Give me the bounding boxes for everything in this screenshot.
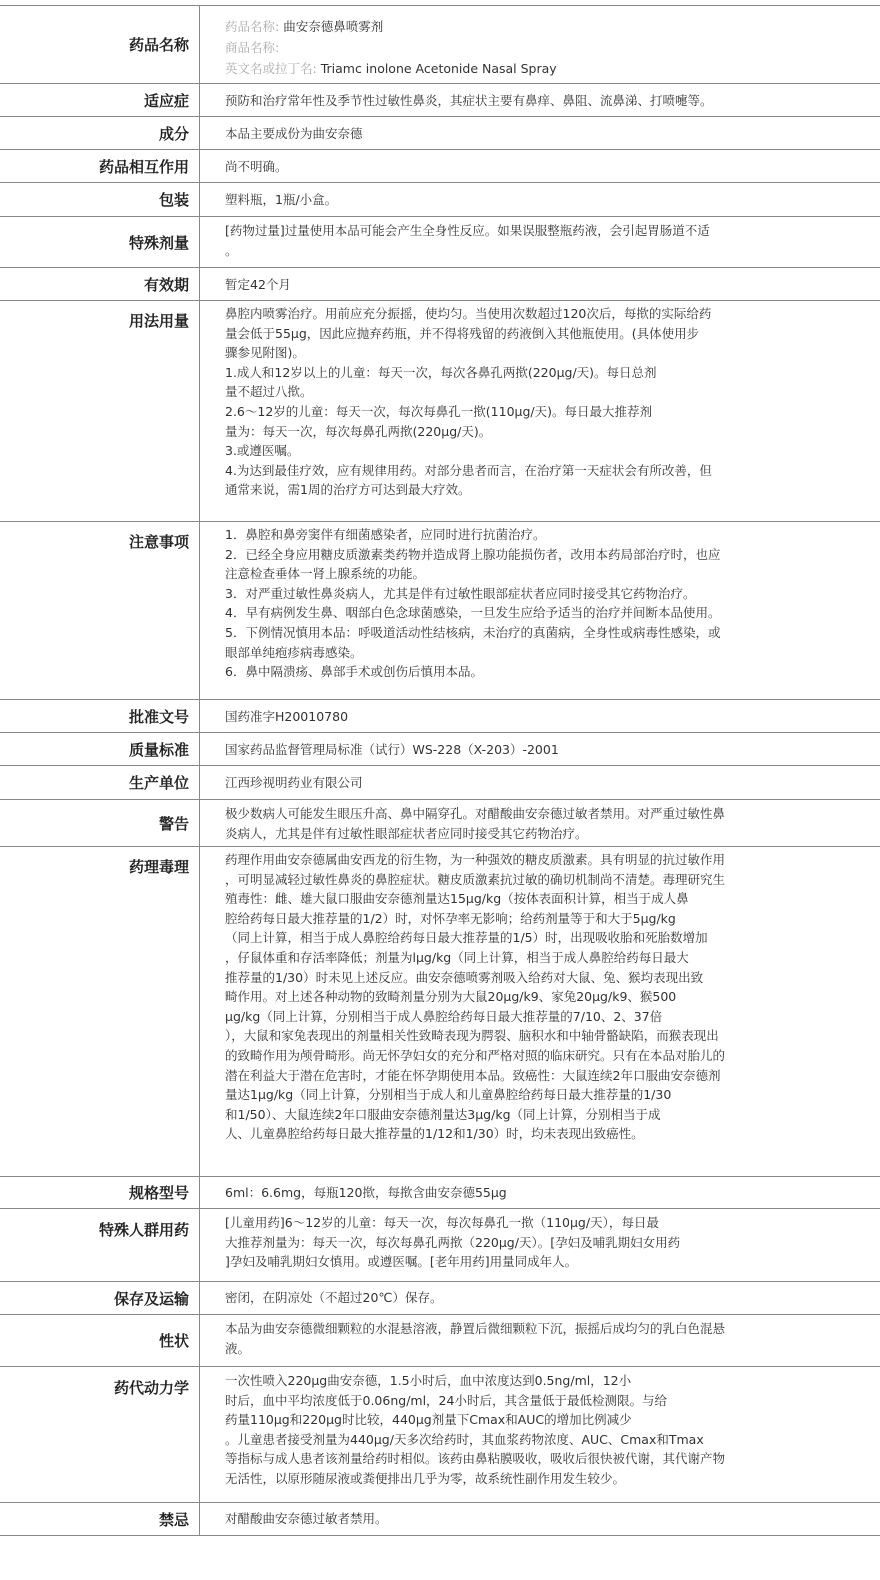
table-row [0, 1209, 880, 1282]
row-label: 药品名称 [0, 6, 200, 83]
row-label: 适应症 [0, 84, 200, 116]
text-line: 国家药品监督管理局标准（试行）WS-228（X-203）-2001 [225, 742, 559, 757]
text-line: 推荐量的1/30）时未见上述反应。曲安奈德喷雾剂吸入给药对大鼠、兔、猴均表现出致 [225, 969, 704, 985]
text-line: 对醋酸曲安奈德过敏者禁用。 [225, 1511, 388, 1526]
text-line: 人、儿童鼻腔给药每日最大推荐量的1/12和1/30）时，均未表现出致癌性。 [225, 1126, 644, 1142]
text-line: 炎病人，尤其是伴有过敏性眼部症状者应同时接受其它药物治疗。 [225, 825, 588, 841]
text-line: 量达1μg/kg（同上计算，分别相当于成人和儿童鼻腔给药每日最大推荐量的1/30 [225, 1087, 672, 1103]
row-label: 用法用量 [0, 301, 200, 521]
text-line: （同上计算，相当于成人鼻腔给药每日最大推荐量的1/5）时，出现吸收胎和死胎数增加 [225, 930, 708, 946]
row-value [200, 301, 880, 521]
text-line: 殖毒性：雌、雄大鼠口服曲安奈德剂量达15μg/kg（按体表面积计算，相当于成人鼻 [225, 891, 689, 907]
row-value [200, 150, 880, 182]
text-line: 密闭，在阴凉处（不超过20℃）保存。 [225, 1290, 443, 1305]
row-value [200, 522, 880, 699]
text-line: 等指标与成人患者该剂量给药时相似。该药由鼻粘膜吸收，吸收后很快被代谢，其代谢产物 [225, 1451, 726, 1467]
text-line: 。 [225, 242, 238, 258]
text-line: 和1/50）、大鼠连续2年口服曲安奈德剂量达3μg/kg（同上计算，分别相当于成 [225, 1106, 661, 1122]
table-row [0, 1177, 880, 1209]
row-value [200, 6, 880, 83]
row-value [200, 700, 880, 732]
text-line: 量不超过八揿。 [225, 384, 313, 400]
row-value [200, 1315, 880, 1366]
row-label: 禁忌 [0, 1503, 200, 1535]
text-line: 量会低于55μg，因此应抛弃药瓶，并不得将残留的药液倒入其他瓶使用。(具体使用步 [225, 325, 700, 341]
row-label: 性状 [0, 1315, 200, 1366]
text-line: 6．鼻中隔溃疡、鼻部手术或创伤后慎用本品。 [225, 664, 483, 680]
row-value [200, 217, 880, 267]
text-line: 国药准字H20010780 [225, 709, 349, 724]
table-row [0, 84, 880, 117]
table-row [0, 1367, 880, 1503]
row-label: 包装 [0, 183, 200, 216]
table-row [0, 800, 880, 847]
text-line: ，可明显减轻过敏性鼻炎的鼻腔症状。糖皮质激素抗过敏的确切机制尚不清楚。毒理研究生 [225, 871, 726, 887]
table-row [0, 1315, 880, 1367]
text-line: 大推荐剂量为：每天一次，每次每鼻孔两揿（220μg/天）。[孕妇及哺乳期妇女用药 [225, 1234, 681, 1250]
row-label: 规格型号 [0, 1177, 200, 1208]
row-label: 成分 [0, 117, 200, 149]
row-label: 注意事项 [0, 522, 200, 699]
text-line: ]孕妇及哺乳期妇女慎用。或遵医嘱。[老年用药]用量同成年人。 [225, 1254, 578, 1270]
text-line: 本品为曲安奈德微细颗粒的水混悬溶液，静置后微细颗粒下沉，振摇后成均匀的乳白色混悬 [225, 1321, 726, 1336]
text-line: 预防和治疗常年性及季节性过敏性鼻炎，其症状主要有鼻痒、鼻阻、流鼻涕、打喷嚏等。 [225, 93, 713, 108]
text-line: 2.6～12岁的儿童：每天一次，每次每鼻孔一揿(110μg/天)。每日最大推荐剂 [225, 403, 652, 419]
text-line: 1．鼻腔和鼻旁窦伴有细菌感染者，应同时进行抗菌治疗。 [225, 527, 546, 542]
text-line: 鼻腔内喷雾治疗。用前应充分振摇，使均匀。当使用次数超过120次后，每揿的实际给药 [225, 306, 712, 321]
text-line: 5．下例情况慎用本品：呼吸道活动性结核病，未治疗的真菌病，全身性或病毒性感染，或 [225, 624, 721, 640]
row-value [200, 183, 880, 216]
text-line: 一次性喷入220μg曲安奈德，1.5小时后，血中浓度达到0.5ng/ml，12小 [225, 1373, 632, 1388]
text-line: 3.或遵医嘱。 [225, 443, 300, 459]
row-value [200, 800, 880, 846]
text-line: 4.为达到最佳疗效，应有规律用药。对部分患者而言，在治疗第一天症状会有所改善，但 [225, 462, 712, 478]
text-line: 本品主要成份为曲安奈德 [225, 126, 363, 141]
row-label: 药代动力学 [0, 1367, 200, 1502]
table-row [0, 1282, 880, 1315]
text-line: 。儿童患者接受剂量为440μg/天多次给药时，其血浆药物浓度、AUC、Cmax和Tmax [225, 1431, 704, 1447]
table-row [0, 268, 880, 301]
generic-name-value: 曲安奈德鼻喷雾剂 [283, 19, 384, 34]
row-label: 保存及运输 [0, 1282, 200, 1314]
row-value [200, 733, 880, 765]
text-line: 塑料瓶，1瓶/小盒。 [225, 192, 338, 207]
text-line: 眼部单纯疱疹病毒感染。 [225, 644, 363, 660]
table-row [0, 117, 880, 150]
row-value [200, 268, 880, 300]
text-line: ），大鼠和家兔表现出的剂量相关性致畸表现为腭裂、脑积水和中轴骨骼缺陷，而猴表现出 [225, 1028, 719, 1044]
table-row [0, 700, 880, 733]
text-line: 6ml：6.6mg，每瓶120揿，每揿含曲安奈德55μg [225, 1185, 507, 1200]
drug-info-table [0, 5, 880, 1536]
text-line: ，仔鼠体重和存活率降低；剂量为lμg/kg（同上计算，相当于成人鼻腔给药每日最大 [225, 949, 689, 965]
table-row [0, 217, 880, 268]
table-row [0, 733, 880, 766]
row-value [200, 1177, 880, 1208]
text-line: [药物过量]过量使用本品可能会产生全身性反应。如果误服整瓶药液，会引起胃肠道不适 [225, 223, 710, 238]
generic-name-label: 药品名称: [225, 19, 280, 34]
text-line: 腔给药每日最大推荐量的1/2）时，对怀孕率无影响；给药剂量等于和大于5μg/kg [225, 910, 676, 926]
table-row [0, 1503, 880, 1536]
row-value [200, 766, 880, 799]
row-value [200, 117, 880, 149]
row-label: 药理毒理 [0, 847, 200, 1176]
text-line: 潜在利益大于潜在危害时，才能在怀孕期使用本品。致癌性：大鼠连续2年口服曲安奈德剂 [225, 1067, 721, 1083]
text-line: 江西珍视明药业有限公司 [225, 775, 363, 790]
row-label: 特殊剂量 [0, 217, 200, 267]
english-name-label: 英文名或拉丁名: [225, 61, 317, 76]
trade-name-label: 商品名称: [225, 40, 280, 55]
row-value [200, 847, 880, 1176]
text-line: 暂定42个月 [225, 277, 291, 292]
text-line: 尚不明确。 [225, 159, 288, 174]
table-row [0, 301, 880, 522]
table-row [0, 847, 880, 1177]
table-row [0, 150, 880, 183]
text-line: 通常来说，需1周的治疗方可达到最大疗效。 [225, 482, 471, 498]
row-label: 生产单位 [0, 766, 200, 799]
text-line: 时后，血中平均浓度低于0.06ng/ml，24小时后，其含量低于最低检测限。与给 [225, 1392, 667, 1408]
text-line: 畸作用。对上述各种动物的致畸剂量分别为大鼠20μg/k9、家兔20μg/k9、猴500 [225, 989, 677, 1005]
text-line: 药量110μg和220μg时比较，440μg剂量下Cmax和AUC的增加比例减少 [225, 1412, 632, 1428]
row-value [200, 1209, 880, 1281]
text-line: 液。 [225, 1340, 251, 1356]
row-label: 药品相互作用 [0, 150, 200, 182]
row-label: 警告 [0, 800, 200, 846]
text-line: 3．对严重过敏性鼻炎病人，尤其是伴有过敏性眼部症状者应同时接受其它药物治疗。 [225, 585, 696, 601]
row-drug-name [0, 6, 880, 84]
text-line: 注意检查垂体一肾上腺系统的功能。 [225, 566, 426, 582]
row-label: 特殊人群用药 [0, 1209, 200, 1281]
text-line: 无活性，以原形随尿液或粪便排出几乎为零，故系统性副作用发生较少。 [225, 1470, 626, 1486]
text-line: 骤参见附图)。 [225, 345, 305, 361]
text-line: 极少数病人可能发生眼压升高、鼻中隔穿孔。对醋酸曲安奈德过敏者禁用。对严重过敏性鼻 [225, 806, 726, 821]
table-row [0, 766, 880, 800]
text-line: 4．早有病例发生鼻、咽部白色念球菌感染，一旦发生应给予适当的治疗并间断本品使用。 [225, 605, 721, 621]
text-line: 药理作用曲安奈德属曲安西龙的衍生物，为一种强效的糖皮质激素。具有明显的抗过敏作用 [225, 852, 726, 867]
text-line: 2．已经全身应用糖皮质激素类药物并造成肾上腺功能损伤者，改用本药局部治疗时，也应 [225, 546, 721, 562]
row-label: 有效期 [0, 268, 200, 300]
text-line: μg/kg（同上计算，分别相当于成人鼻腔给药每日最大推荐量的7/10、2、37倍 [225, 1008, 663, 1024]
text-line: [儿童用药]6～12岁的儿童：每天一次，每次每鼻孔一揿（110μg/天），每日最 [225, 1215, 659, 1230]
row-value [200, 1367, 880, 1502]
text-line: 1.成人和12岁以上的儿童：每天一次，每次各鼻孔两揿(220μg/天)。每日总剂 [225, 364, 657, 380]
english-name-value: Triamc inolone Acetonide Nasal Spray [320, 61, 557, 76]
row-label: 质量标准 [0, 733, 200, 765]
row-value [200, 1503, 880, 1535]
text-line: 的致畸作用为颅骨畸形。尚无怀孕妇女的充分和严格对照的临床研究。只有在本品对胎儿的 [225, 1047, 726, 1063]
row-label: 批准文号 [0, 700, 200, 732]
row-value [200, 84, 880, 116]
row-value [200, 1282, 880, 1314]
table-row [0, 183, 880, 217]
table-row [0, 522, 880, 700]
text-line: 量为：每天一次，每次每鼻孔两揿(220μg/天)。 [225, 423, 492, 439]
